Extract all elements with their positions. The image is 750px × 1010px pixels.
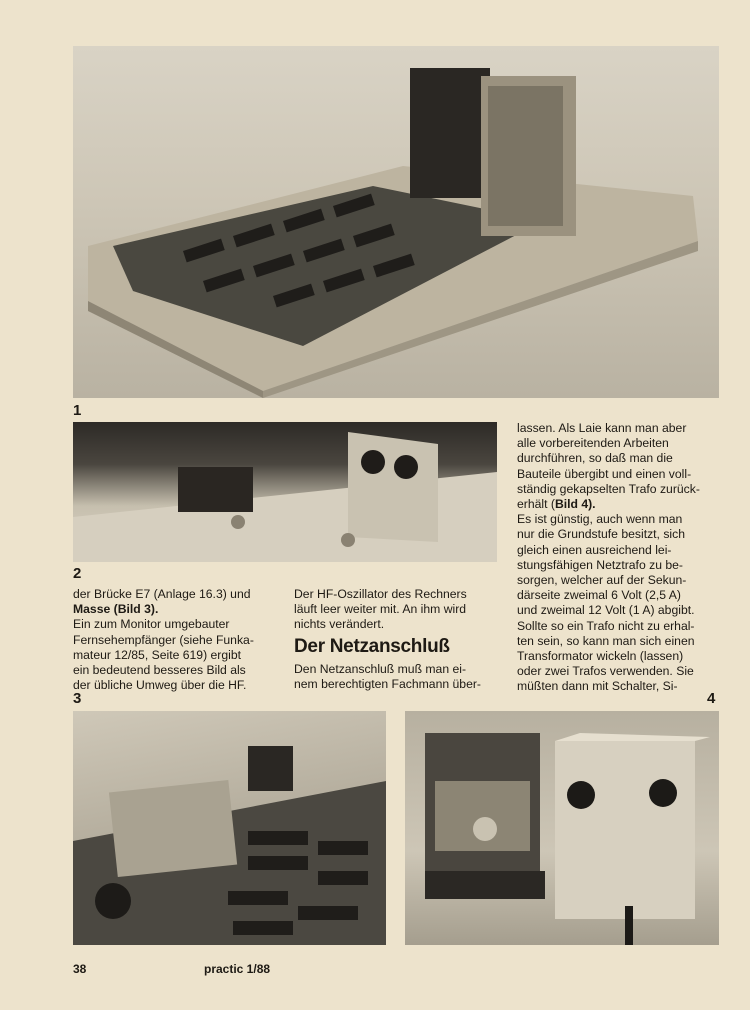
text-line: Es ist günstig, auch wenn man xyxy=(517,512,683,527)
text-line: Bauteile übergibt und einen voll- xyxy=(517,466,692,481)
text-column-3 xyxy=(517,421,720,695)
photo-computer-board xyxy=(73,46,719,398)
page-number: 38 xyxy=(73,962,87,976)
text-line: der übliche Umweg über die HF. xyxy=(73,678,247,693)
photo-transformer-box xyxy=(405,711,719,945)
figure-reference: Bild 3 xyxy=(117,602,151,617)
text-column-2-continued xyxy=(294,662,498,692)
photo-enclosure-corner xyxy=(73,422,497,562)
text-line: läuft leer weiter mit. An ihm wird xyxy=(294,602,467,617)
section-heading: Der Netzanschluß xyxy=(294,636,450,657)
figure-number-1: 1 xyxy=(73,402,82,419)
text-column-2 xyxy=(294,587,498,633)
text-line: mateur 12/85, Seite 619) ergibt xyxy=(73,647,242,662)
text-line: ein bedeutend besseres Bild als xyxy=(73,663,246,678)
text-run: erhält ( xyxy=(517,497,555,512)
text-line: müßten dann mit Schalter, Si- xyxy=(517,679,678,694)
text-run: ). xyxy=(588,497,596,512)
text-line: Sollte so ein Trafo nicht zu erhal- xyxy=(517,618,695,633)
text-line: der Brücke E7 (Anlage 16.3) und xyxy=(73,587,251,601)
text-line: Fernsehempfänger (siehe Funka- xyxy=(73,632,254,647)
text-line: nem berechtigten Fachmann über- xyxy=(294,677,481,692)
text-line: oder zwei Trafos verwenden. Sie xyxy=(517,664,694,679)
issue-label: practic 1/88 xyxy=(204,962,271,976)
text-line: Ein zum Monitor umgebauter xyxy=(73,617,230,632)
photo-board-detail xyxy=(73,711,386,945)
text-line: gleich einen ausreichend lei- xyxy=(517,542,672,557)
text-line: nur die Grundstufe besitzt, sich xyxy=(517,527,686,542)
text-line: ständig gekapselten Trafo zurück- xyxy=(517,481,700,496)
text-line: Der HF-Oszillator des Rechners xyxy=(294,587,467,601)
text-line xyxy=(73,602,275,617)
text-line: durchführen, so daß man die xyxy=(517,451,673,466)
text-line: stungsfähigen Netztrafo zu be- xyxy=(517,557,683,572)
figure-reference: Bild 4 xyxy=(554,497,589,512)
figure-number-2: 2 xyxy=(73,565,82,582)
text-line: Transformator wickeln (lassen) xyxy=(517,649,684,664)
text-line: ten sein, so kann man sich einen xyxy=(517,633,695,648)
text-line: alle vorbereitenden Arbeiten xyxy=(517,436,669,451)
text-run: Masse ( xyxy=(73,602,118,617)
figure-number-4: 4 xyxy=(707,690,716,707)
text-line: Den Netzanschluß muß man ei- xyxy=(294,662,467,676)
text-line xyxy=(517,497,720,512)
text-line: därseite zweimal 6 Volt (2,5 A) xyxy=(517,588,681,603)
text-line: sorgen, welcher auf der Sekun- xyxy=(517,573,687,588)
text-line: und zweimal 12 Volt (1 A) abgibt. xyxy=(517,603,695,618)
text-column-1 xyxy=(73,587,275,693)
figure-number-3: 3 xyxy=(73,690,82,707)
text-line: nichts verändert. xyxy=(294,617,385,632)
text-line: lassen. Als Laie kann man aber xyxy=(517,421,687,435)
text-run: ). xyxy=(150,602,159,617)
